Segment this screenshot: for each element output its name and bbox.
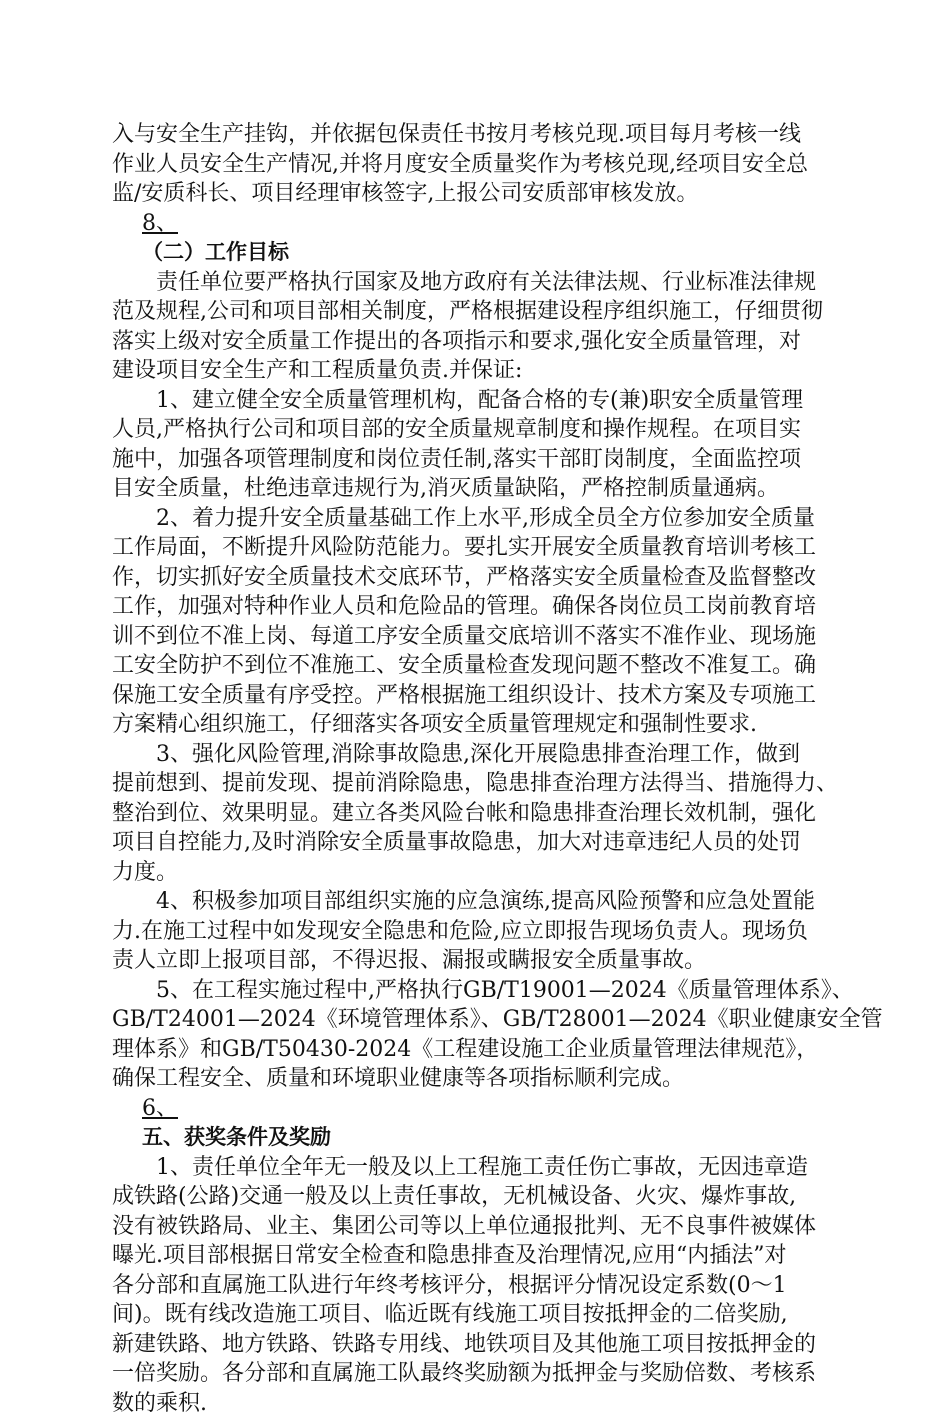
text-line: 力度。 bbox=[112, 858, 860, 888]
text-line: 1、建立健全安全质量管理机构，配备合格的专(兼)职安全质量管理 bbox=[112, 386, 860, 416]
text-line: 理体系》和GB/T50430-2024《工程建设施工企业质量管理法律规范》， bbox=[112, 1035, 860, 1065]
list-number: 6、 bbox=[112, 1094, 860, 1124]
text-line: 没有被铁路局、业主、集团公司等以上单位通报批判、无不良事件被媒体 bbox=[112, 1212, 860, 1242]
text-line: 数的乘积. bbox=[112, 1389, 860, 1418]
text-line: 工安全防护不到位不准施工、安全质量检查发现问题不整改不准复工。确 bbox=[112, 651, 860, 681]
text-line: 作业人员安全生产情况,并将月度安全质量奖作为考核兑现,经项目安全总 bbox=[112, 150, 860, 180]
list-number: 8、 bbox=[112, 209, 860, 239]
text-line: 目安全质量，杜绝违章违规行为,消灭质量缺陷，严格控制质量通病。 bbox=[112, 474, 860, 504]
section-heading: （二）工作目标 bbox=[112, 238, 860, 268]
text-line: 训不到位不准上岗、每道工序安全质量交底培训不落实不准作业、现场施 bbox=[112, 622, 860, 652]
text-line: 力.在施工过程中如发现安全隐患和危险,应立即报告现场负责人。现场负 bbox=[112, 917, 860, 947]
text-line: 工作，加强对特种作业人员和危险品的管理。确保各岗位员工岗前教育培 bbox=[112, 592, 860, 622]
text-line: 3、强化风险管理,消除事故隐患,深化开展隐患排查治理工作，做到 bbox=[112, 740, 860, 770]
text-line: 落实上级对安全质量工作提出的各项指示和要求,强化安全质量管理，对 bbox=[112, 327, 860, 357]
text-line: 人员,严格执行公司和项目部的安全质量规章制度和操作规程。在项目实 bbox=[112, 415, 860, 445]
text-line: 各分部和直属施工队进行年终考核评分，根据评分情况设定系数(0～1 bbox=[112, 1271, 860, 1301]
text-line: 2、着力提升安全质量基础工作上水平,形成全员全方位参加安全质量 bbox=[112, 504, 860, 534]
text-line: 范及规程,公司和项目部相关制度，严格根据建设程序组织施工，仔细贯彻 bbox=[112, 297, 860, 327]
text-line: 间)。既有线改造施工项目、临近既有线施工项目按抵押金的二倍奖励, bbox=[112, 1300, 860, 1330]
text-line: 1、责任单位全年无一般及以上工程施工责任伤亡事故，无因违章造 bbox=[112, 1153, 860, 1183]
text-line: 5、在工程实施过程中,严格执行GB/T19001—2024《质量管理体系》、 bbox=[112, 976, 860, 1006]
section-heading: 五、获奖条件及奖励 bbox=[112, 1123, 860, 1153]
text-line: 成铁路(公路)交通一般及以上责任事故，无机械设备、火灾、爆炸事故, bbox=[112, 1182, 860, 1212]
text-line: 4、积极参加项目部组织实施的应急演练,提高风险预警和应急处置能 bbox=[112, 887, 860, 917]
text-line: 方案精心组织施工，仔细落实各项安全质量管理规定和强制性要求. bbox=[112, 710, 860, 740]
text-line: 保施工安全质量有序受控。严格根据施工组织设计、技术方案及专项施工 bbox=[112, 681, 860, 711]
text-line: 项目自控能力,及时消除安全质量事故隐患，加大对违章违纪人员的处罚 bbox=[112, 828, 860, 858]
text-line: 工作局面，不断提升风险防范能力。要扎实开展安全质量教育培训考核工 bbox=[112, 533, 860, 563]
text-line: 责人立即上报项目部，不得迟报、漏报或瞒报安全质量事故。 bbox=[112, 946, 860, 976]
text-line: 建设项目安全生产和工程质量负责.并保证: bbox=[112, 356, 860, 386]
text-line: 曝光.项目部根据日常安全检查和隐患排查及治理情况,应用“内插法”对 bbox=[112, 1241, 860, 1271]
text-line: 确保工程安全、质量和环境职业健康等各项指标顺利完成。 bbox=[112, 1064, 860, 1094]
text-line: 监/安质科长、项目经理审核签字,上报公司安质部审核发放。 bbox=[112, 179, 860, 209]
text-line: 提前想到、提前发现、提前消除隐患，隐患排查治理方法得当、措施得力、 bbox=[112, 769, 860, 799]
text-line: 一倍奖励。各分部和直属施工队最终奖励额为抵押金与奖励倍数、考核系 bbox=[112, 1359, 860, 1389]
text-line: 整治到位、效果明显。建立各类风险台帐和隐患排查治理长效机制，强化 bbox=[112, 799, 860, 829]
text-line: 责任单位要严格执行国家及地方政府有关法律法规、行业标准法律规 bbox=[112, 268, 860, 298]
text-line: GB/T24001—2024《环境管理体系》、GB/T28001—2024《职业健康安全管 bbox=[112, 1005, 860, 1035]
text-line: 施中，加强各项管理制度和岗位责任制,落实干部盯岗制度，全面监控项 bbox=[112, 445, 860, 475]
text-line: 入与安全生产挂钩，并依据包保责任书按月考核兑现.项目每月考核一线 bbox=[112, 120, 860, 150]
text-line: 新建铁路、地方铁路、铁路专用线、地铁项目及其他施工项目按抵押金的 bbox=[112, 1330, 860, 1360]
text-line: 作，切实抓好安全质量技术交底环节，严格落实安全质量检查及监督整改 bbox=[112, 563, 860, 593]
